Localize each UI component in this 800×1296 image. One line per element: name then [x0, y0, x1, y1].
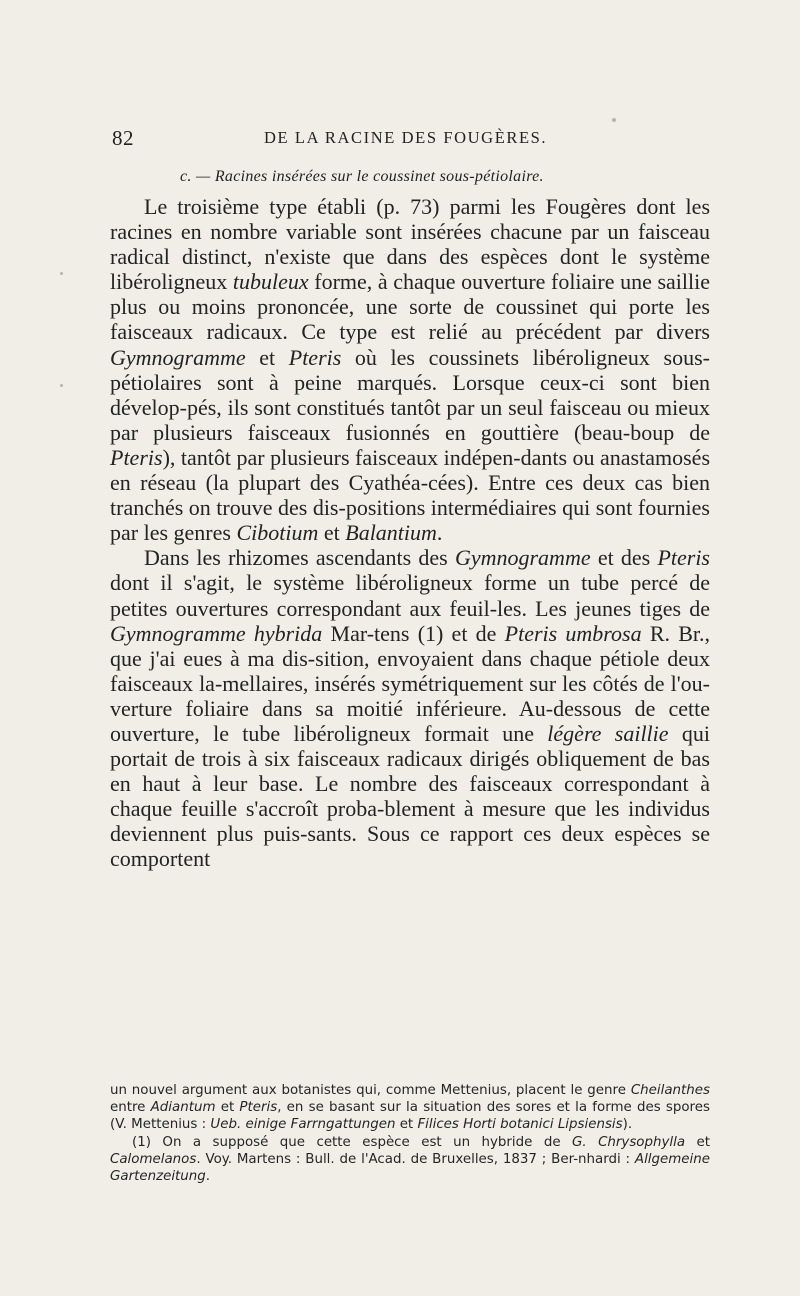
text-run: et: [245, 344, 289, 370]
text-run: et des: [590, 545, 658, 571]
text-run: et: [215, 1100, 240, 1116]
text-run: dont il s'agit, le système libéroligneux forme un tube percé de petites ouvertures correspondant aux feuil-les. Les jeunes tiges de: [110, 570, 710, 621]
italic-term: G. Chrysophylla: [572, 1134, 686, 1150]
text-run: .: [436, 520, 443, 546]
italic-term: Pteris: [110, 444, 163, 470]
italic-term: Gymnogramme: [454, 545, 591, 571]
text-run: où les coussinets libéroligneux sous-pétiolaires sont à peine marqués. Lorsque ceux-ci sont bien dévelop-pés, ils sont constitués tantôt par un seul faisceau ou mieux par plusieurs faisceaux fusionnés en gouttière (beau-boup de: [110, 344, 710, 445]
italic-term: Gymnogramme: [110, 344, 246, 370]
text-run: . Voy. Martens : Bull. de l'Acad. de Bruxelles, 1837 ; Ber-nhardi :: [196, 1151, 635, 1167]
text-run: qui portait de trois à six faisceaux radicaux dirigés obliquement de bas en haut à leur base. Le nombre des faisceaux correspondant à chaque feuille s'accroît proba-blement à mesure que les individus deviennent plus puis-sants. Sous ce rapport ces deux espèces se comportent: [110, 720, 710, 872]
text-run: ).: [622, 1117, 633, 1133]
text-run: , en se basant sur la situation des sores et la forme des spores (V. Mettenius :: [110, 1100, 710, 1133]
italic-term: Pteris umbrosa: [504, 620, 642, 646]
italic-term: tubuleux: [232, 269, 309, 295]
italic-term: Balantium: [345, 520, 437, 546]
running-title: DE LA RACINE DES FOUGÈRES.: [264, 128, 548, 147]
paper-speck: [60, 272, 63, 275]
page-number: 82: [112, 126, 134, 150]
italic-term: Gymnogramme hybrida: [110, 620, 323, 646]
text-run: un nouvel argument aux botanistes qui, comme Mettenius, placent le genre: [110, 1083, 631, 1098]
text-run: Le troisième type établi (p. 73) parmi les Fougères dont les racines en nombre variable sont insérées chacune par un faisceau radical distinct, n'existe que dans des espèces dont le système libéroligneux: [110, 194, 710, 295]
footnote-continuation: [110, 1082, 710, 1134]
italic-term: Pteris: [239, 1100, 278, 1116]
italic-term: Calomelanos: [110, 1151, 197, 1167]
text-run: forme, à chaque ouverture foliaire une saillie plus ou moins prononcée, une sorte de coussinet qui porte les faisceaux radicaux. Ce type est relié au précédent par divers: [110, 269, 710, 345]
italic-term: Filices Horti botanici Lipsiensis: [417, 1117, 623, 1133]
footnotes: [110, 1082, 710, 1185]
italic-term: Cheilanthes: [630, 1083, 710, 1098]
body-text: [110, 194, 710, 872]
page-header: [112, 126, 712, 152]
text-run: (1) On a supposé que cette espèce est un hybride de: [132, 1134, 572, 1150]
italic-term: Pteris: [657, 545, 710, 571]
paper-speck: [612, 118, 616, 122]
italic-term: Allgemeine Gartenzeitung: [110, 1151, 710, 1185]
paragraph-2: [110, 545, 710, 871]
text-run: Dans les rhizomes ascendants des: [144, 545, 455, 571]
text-run: et: [395, 1117, 418, 1133]
italic-term: Cibotium: [236, 520, 319, 546]
text-run: entre: [110, 1100, 151, 1116]
section-heading: c. — Racines insérées sur le coussinet sous-pétiolaire.: [180, 168, 544, 185]
text-run: Mar-tens (1) et de: [322, 620, 505, 646]
text-run: et: [685, 1134, 710, 1150]
text-run: .: [205, 1169, 211, 1185]
paper-speck: [60, 384, 63, 387]
italic-term: légère saillie: [547, 720, 669, 746]
text-run: et: [318, 520, 346, 546]
italic-term: Adiantum: [150, 1100, 216, 1116]
text-run: R. Br., que j'ai eues à ma dis-sition, envoyaient dans chaque pétiole deux faisceaux la-mellaires, insérés symétriquement sur les côtés de l'ou-verture foliaire dans sa moitié inférieure. Au-dessous de cette ouverture, le tube libéroligneux formait une: [110, 620, 710, 746]
italic-term: Pteris: [288, 344, 342, 370]
footnote-1: [110, 1134, 710, 1186]
italic-term: Ueb. einige Farrngattungen: [210, 1117, 396, 1133]
paragraph-1: [110, 194, 710, 545]
text-run: ), tantôt par plusieurs faisceaux indépen-dants ou anastamosés en réseau (la plupart des Cyathéa-cées). Entre ces deux cas bien tranchés on trouve des dis-positions intermédiaires qui sont fournies par les genres: [110, 444, 710, 546]
